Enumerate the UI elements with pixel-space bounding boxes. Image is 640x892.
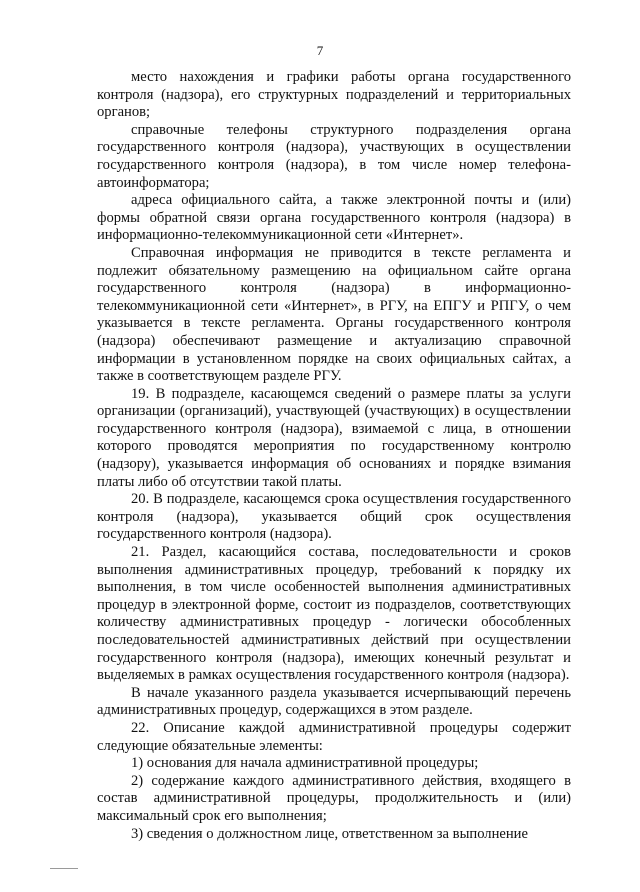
list-item-1: 1) основания для начала административной процедуры; bbox=[131, 755, 479, 772]
paragraph-reference-info: Справочная информация не приводится в тексте регламента и подлежит обязательному размещению на официальном сайте органа государственного контроля (надзора) в информационно-телекоммуникационной сети «Интернет», в РГУ, на ЕПГУ и РПГУ, о чем указывается в тексте регламента. Органы государственного контроля (надзора) обеспечивают размещение и актуализацию справочной информации в установленном порядке на своих официальных сайтах, а также в соответствующем разделе РГУ. bbox=[97, 244, 571, 385]
page-number: 7 bbox=[316, 43, 324, 58]
paragraph-21: 21. Раздел, касающийся состава, последовательности и сроков выполнения административных процедур, требований к порядку их выполнения, в том числе особенностей выполнения административных процедур в электронной форме, состоит из подразделов, соответствующих количеству административных процедур - логически обособленных последовательностей административных действий при осуществлении государственного контроля (надзора), имеющих конечный результат и выделяемых в рамках осуществления государственного контроля (надзора). bbox=[97, 544, 571, 684]
paragraph-location-schedule: место нахождения и графики работы органа государственного контроля (надзора), его структурных подразделений и территориальных органов; bbox=[97, 69, 571, 121]
list-item-2: 2) содержание каждого административного действия, входящего в состав административной процедуры, продолжительность и (или) максимальный срок его выполнения; bbox=[97, 772, 571, 824]
document-body bbox=[97, 69, 571, 843]
list-item-3: 3) сведения о должностном лице, ответственном за выполнение bbox=[131, 825, 528, 842]
paragraph-official-site: адреса официального сайта, а также электронной почты и (или) формы обратной связи органа государственного контроля (надзора) в информационно-телекоммуникационной сети «Интернет». bbox=[97, 192, 571, 244]
paragraph-reference-phones: справочные телефоны структурного подразделения органа государственного контроля (надзора), участвующих в осуществлении государственного контроля (надзора), в том числе номер телефона-автоинформатора; bbox=[97, 121, 571, 191]
paragraph-19: 19. В подразделе, касающемся сведений о размере платы за услуги организации (организаций), участвующей (участвующих) в осуществлении государственного контроля (надзора), взимаемой с лица, в отношении которого проводятся мероприятия по государственному контролю (надзору), указывается информация об основаниях и порядке взимания платы либо об отсутствии такой платы. bbox=[97, 385, 571, 490]
paragraph-20: 20. В подразделе, касающемся срока осуществления государственного контроля (надзора), указывается общий срок осуществления государственного контроля (надзора). bbox=[97, 491, 571, 543]
scan-edge-mark bbox=[50, 868, 78, 869]
paragraph-section-start: В начале указанного раздела указывается исчерпывающий перечень административных процедур, содержащихся в этом разделе. bbox=[97, 684, 571, 719]
paragraph-22: 22. Описание каждой административной процедуры содержит следующие обязательные элементы: bbox=[97, 719, 571, 754]
